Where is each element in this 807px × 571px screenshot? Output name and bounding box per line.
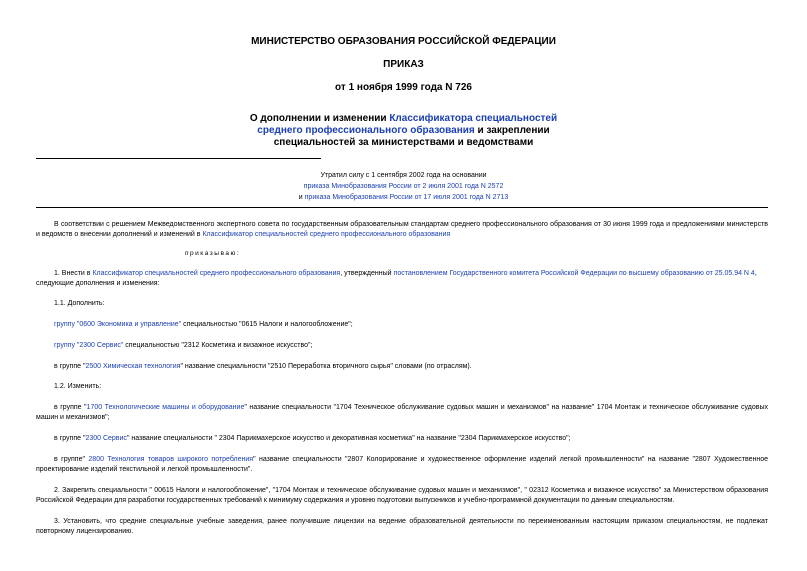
item-text: " название специальности "2807 Колорирование и художественное оформление изделий легкой промышленности" на название "2807 Художественное проектирование изделий текстильной и легкой промышленности". bbox=[36, 456, 768, 473]
group-0600-link[interactable]: группу "0600 Экономика и управление" bbox=[54, 321, 182, 328]
group-1700-link[interactable]: 1700 Технологические машины и оборудование bbox=[86, 404, 245, 411]
item-text: " название специальности "2510 Переработка вторичного сырья" словами (по отраслям). bbox=[180, 363, 472, 370]
status-text: и bbox=[298, 194, 305, 201]
item-text: " название специальности "1704 Техническое обслуживание судовых машин и механизмов" на название" 1704 Монтаж и техническое обслуживание судовых машин и механизмов"; bbox=[36, 404, 768, 421]
group-2500-link[interactable]: 2500 Химическая технология bbox=[85, 363, 181, 370]
preamble-text: В соответствии с решением Межведомственного экспертного совета по государственным образовательным стандартам среднего профессионального образования от 30 июня 1999 года и предложениями министерств и ведомств о внесении дополнений и изменений в bbox=[36, 221, 768, 238]
change-item bbox=[36, 455, 768, 475]
item-text: в группе " bbox=[54, 404, 87, 411]
change-item bbox=[36, 434, 768, 444]
item-text: 1. Внести в bbox=[54, 270, 93, 277]
classifier-link-2[interactable]: среднего профессионального образования bbox=[257, 125, 475, 136]
classifier-link[interactable]: Классификатора специальностей bbox=[389, 113, 558, 124]
date-number-heading: от 1 ноября 1999 года N 726 bbox=[335, 82, 472, 93]
doc-type-heading: ПРИКАЗ bbox=[383, 59, 424, 70]
item-text: специальностью "0615 Налоги и налогообложение"; bbox=[181, 321, 353, 328]
group-2300-link[interactable]: 2300 Сервис bbox=[85, 435, 127, 442]
group-2800-link[interactable]: 2800 Технология товаров широкого потребления bbox=[88, 456, 254, 463]
divider bbox=[36, 207, 768, 208]
divider bbox=[36, 158, 321, 159]
order-word: приказываю: bbox=[185, 250, 241, 257]
classifier-link[interactable]: Классификатор специальностей среднего профессионального образования bbox=[92, 270, 341, 277]
order-2713-link[interactable]: приказа Минобразования России от 17 июля 2001 года N 2713 bbox=[304, 194, 509, 201]
item-2: 2. Закрепить специальности " 00615 Налоги и налогообложение", "1704 Монтаж и техническое обслуживание судовых машин и механизмов", " 02312 Косметика и визажное искусство" за Министерством образования Российской Федерации для разработки государственных требований к минимуму содержания и уровню подготовки выпускников и учебно-программной документации по данным специальностям. bbox=[36, 487, 768, 504]
item-text: " название специальности " 2304 Парикмахерское искусство и декоративная косметика" на название "2304 Парикмахерское искусство"; bbox=[126, 435, 571, 442]
classifier-link[interactable]: Классификатор специальностей среднего профессионального образования bbox=[202, 231, 451, 238]
change-item bbox=[36, 403, 768, 423]
item-text: в группе" bbox=[54, 456, 89, 463]
title-line-3: специальностей за министерствами и ведомствами bbox=[273, 137, 534, 148]
item-1 bbox=[36, 269, 768, 289]
status-text: Утратил силу с 1 сентября 2002 года на основании bbox=[320, 172, 487, 179]
add-item bbox=[36, 320, 768, 330]
item-text: , следующие дополнения и изменения: bbox=[36, 270, 757, 287]
resolution-link[interactable]: постановлением Государственного комитета Российской Федерации по высшему образованию от 25.05.94 N 4 bbox=[393, 270, 755, 277]
title-line-2 bbox=[0, 125, 807, 137]
item-1-1: 1.1. Дополнить: bbox=[54, 300, 105, 307]
item-3: 3. Установить, что средние специальные учебные заведения, ранее получившие лицензии на ведение образовательной деятельности по переименованным настоящим приказом специальностям, не подлежат повторному лицензированию. bbox=[36, 518, 768, 535]
title-line-1 bbox=[0, 113, 807, 125]
item-text: в группе " bbox=[54, 435, 86, 442]
order-2572-link[interactable]: приказа Минобразования России от 2 июля 2001 года N 2572 bbox=[303, 183, 504, 190]
title-text: О дополнении и изменении bbox=[249, 113, 390, 124]
group-2300-link[interactable]: группу "2300 Сервис" bbox=[54, 342, 124, 349]
ministry-heading: МИНИСТЕРСТВО ОБРАЗОВАНИЯ РОССИЙСКОЙ ФЕДЕРАЦИИ bbox=[251, 36, 556, 47]
item-1-2: 1.2. Изменить: bbox=[54, 383, 102, 390]
preamble bbox=[36, 220, 768, 240]
title-text: и закреплении bbox=[474, 125, 550, 136]
add-item bbox=[36, 362, 768, 372]
item-text: специальностью "2312 Косметика и визажное искусство"; bbox=[123, 342, 313, 349]
status-link-line bbox=[0, 182, 807, 191]
add-item bbox=[36, 341, 768, 351]
status-link-line bbox=[0, 193, 807, 202]
item-text: в группе " bbox=[54, 363, 86, 370]
item-text: , утвержденный bbox=[340, 270, 394, 277]
